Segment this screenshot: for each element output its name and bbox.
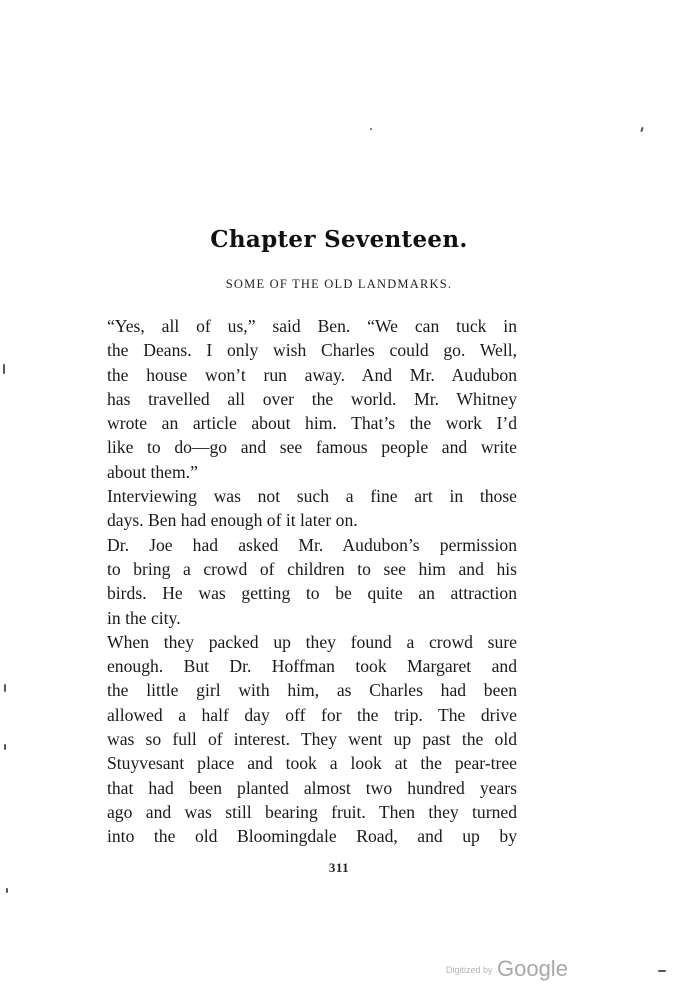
scan-speck [6,888,8,893]
text-line: When they packed up they found a crowd sure [107,631,517,652]
scan-speck [3,364,5,374]
text-line: Dr. Joe had asked Mr. Audubon’s permission [107,534,517,555]
scan-speck [4,684,6,692]
text-line: the little girl with him, as Charles had been [107,680,517,701]
text-line: that had been planted almost two hundred years [107,777,517,798]
scan-speck [640,127,644,132]
text-line: in the city. [107,607,181,628]
watermark-brand: Google [496,956,568,981]
body-text [107,314,517,849]
scan-speck [4,744,6,750]
text-line: about them.” [107,461,198,482]
text-line: wrote an article about him. That’s the work I’d [107,413,517,434]
chapter-title: Chapter Seventeen. [210,226,468,253]
digitized-watermark [446,956,568,982]
text-line: into the old Bloomingdale Road, and up by [107,826,517,847]
text-line: the house won’t run away. And Mr. Audubon [107,364,517,385]
text-line: “Yes, all of us,” said Ben. “We can tuck in [107,316,517,336]
text-line: has travelled all over the world. Mr. Whitney [107,388,517,409]
text-line: ago and was still bearing fruit. Then they turned [107,801,517,822]
text-line: Stuyvesant place and took a look at the pear-tree [107,753,517,774]
text-line: was so full of interest. They went up past the old [107,729,517,750]
scan-speck [658,970,666,972]
text-line: enough. But Dr. Hoffman took Margaret and [107,656,517,677]
text-line: days. Ben had enough of it later on. [107,510,358,531]
watermark-prefix: Digitized by [446,965,493,975]
text-line: birds. He was getting to be quite an attraction [107,583,517,604]
page-number: 311 [328,860,350,875]
chapter-subtitle: SOME OF THE OLD LANDMARKS. [225,277,453,291]
text-line: Interviewing was not such a fine art in those [107,486,517,507]
text-line: to bring a crowd of children to see him and his [107,558,517,579]
text-line: the Deans. I only wish Charles could go. Well, [107,340,517,361]
text-line: like to do—go and see famous people and write [107,437,517,458]
scan-speck [370,128,372,130]
text-line: allowed a half day off for the trip. The drive [107,704,517,725]
